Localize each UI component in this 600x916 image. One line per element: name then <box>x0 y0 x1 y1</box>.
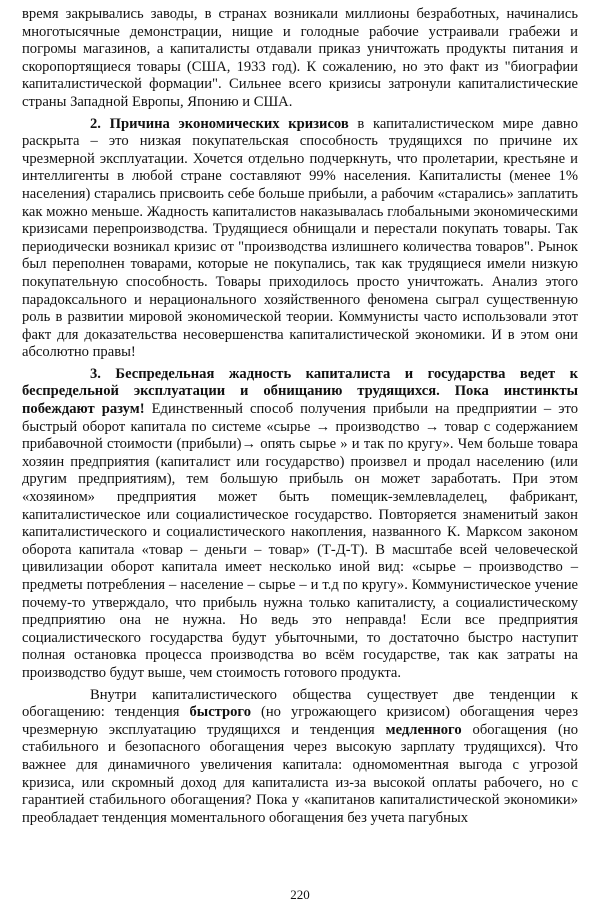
paragraph-two-tendencies <box>22 687 578 828</box>
paragraph-crisis-cause <box>22 116 578 362</box>
paragraph-text: время закрывались заводы, в странах возникали миллионы безработных, начинались многотысячные демонстрации, нищие и голодные рабочие устраивали грабежи и погромы магазинов, а капиталисты отдавали приказ уничтожать продукты питания и скоропортящиеся товары (США, 1933 год). К сожалению, но это факт из "биографии капиталистической формации". Сильнее всего кризисы затронули капиталистические страны Западной Европы, Японию и США. <box>22 6 578 110</box>
paragraph-text: (но угрожающего кризисом) обогащения через чрезмерную эксплуатацию трудящихся и тенденция <box>22 704 579 738</box>
paragraph-text: обогащения (но стабильного и безопасного обогащения через высокую зарплату трудящихся). Что важнее для динамичного увеличения капитала: одномоментная выгода с угрозой кризиса, или скромный доход для капиталиста из-за высокой оплаты рабочего, но с гарантией стабильного обогащения? Пока у «капитанов капиталистической экономики» преобладает тенденция моментального обогащения без учета пагубных <box>22 721 578 826</box>
body-text <box>22 6 578 827</box>
emphasis-slow: медленного <box>385 721 462 738</box>
section-heading-3: 3. Беспредельная жадность капиталиста и государства ведет к беспредельной эксплуатации и обнищанию трудящихся. Пока инстинкты побеждают разум! <box>22 365 578 418</box>
paragraph-text: Внутри капиталистического общества существует две тенденции к обогащению: тенденция <box>22 686 578 721</box>
paragraph-continuation <box>22 6 578 112</box>
paragraph-text: Единственный способ получения прибыли на предприятии – это быстрый оборот капитала по системе «сырье → производство → товар с содержанием прибавочной стоимости (прибыли)→ опять сырье » и так по кругу». Чем больше товара хозяин предприятия (капиталист или государство) произвел и продал населению (или другим предприятиям), тем большую прибыль он может заработать. При этом «хозяином» предприятия может быть помещик-землевладелец, фабрикант, капиталистическое или социалистическое государство. Повторяется знаменитый закон капиталистического и социалистического накопления, названного К. Марксом законом оборота капитала «товар – деньги – товар» (Т-Д-Т). В масштабе всей человеческой цивилизации оборот капитала имеет несколько иной вид: «сырье – производство – предметы потребления – население – сырье – и т.д по кругу». Коммунистическое учение почему-то утверждало, что прибыль нужна только капиталисту, а социалистическому предприятию она не нужна. Но ведь это неправда! Если все предприятия социалистического государства будут убыточными, то достаточно быстро наступит полная остановка процесса производства во всём государстве, так как затраты на производство будут выше, чем стоимость готового продукта. <box>22 401 579 681</box>
paragraph-greed <box>22 366 578 683</box>
emphasis-fast: быстрого <box>189 704 251 721</box>
section-heading-2: 2. Причина экономических кризисов <box>90 115 349 132</box>
paragraph-text: в капиталистическом мире давно раскрыта – это низкая покупательская способность трудящихся по причине их чрезмерной эксплуатации. Хочется отдельно подчеркнуть, что пролетарии, крестьяне и интеллигенты в любой стране составляют 99% населения. Капиталисты (менее 1% населения) старались присвоить себе больше прибыли, а рабочим «старались» заплатить как можно меньше. Жадность капиталистов наказывалась глобальными экономическими кризисами перепроизводства. Трудящиеся обнищали и перестали покупать товары. Так периодически возникал кризис от "производства излишнего количества товаров". Рынок был переполнен товарами, которые не покупались, так как трудящиеся имели низкую покупательную способность. Товары приходилось просто уничтожать. Анализ этого парадоксального и нерационального хозяйственного феномена сыграл существенную роль в развитии мировой экономической теории. Коммунисты часто использовали этот факт для доказательства несовершенства капиталистической экономики. И в этом они абсолютно правы! <box>22 115 578 361</box>
page-number: 220 <box>290 887 310 902</box>
